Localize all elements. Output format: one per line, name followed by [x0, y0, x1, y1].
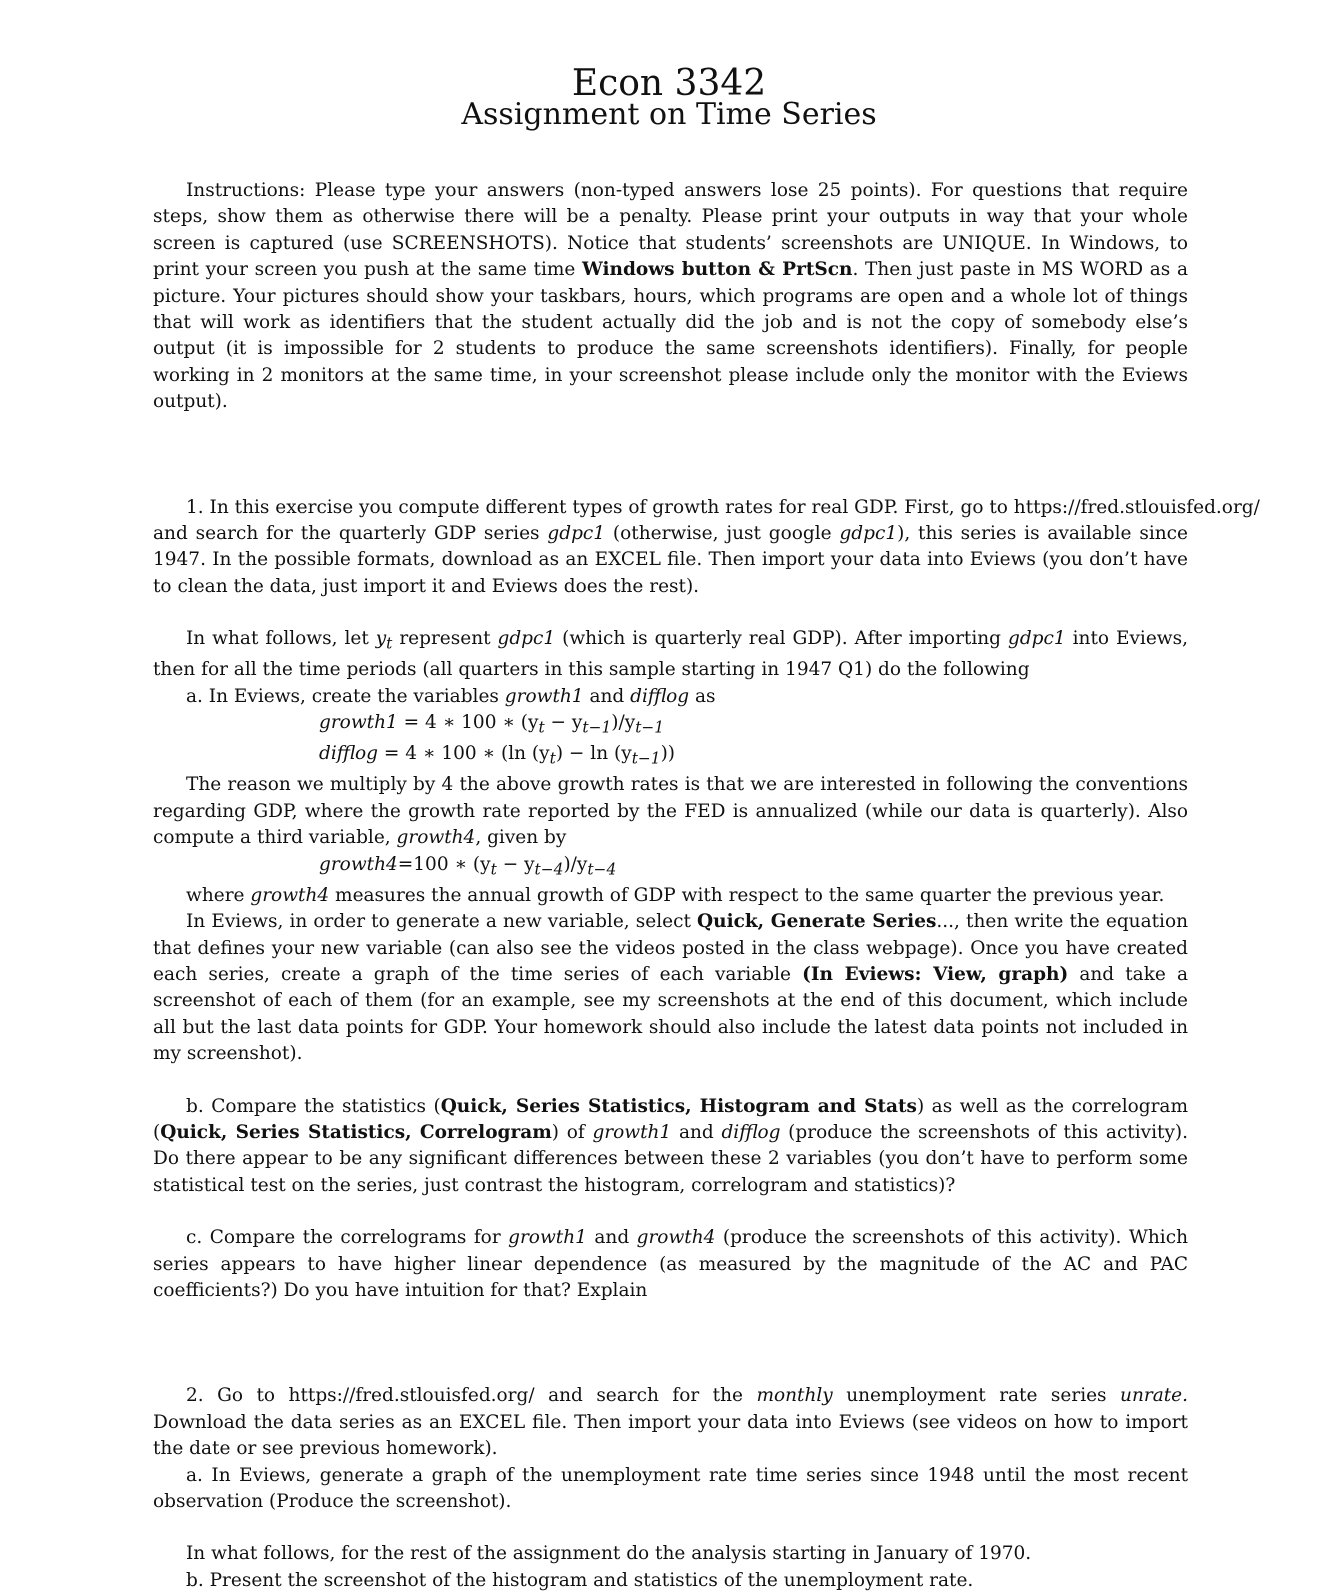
text: Download the data series as an EXCEL file. Then import your data into Eviews (see videos on how to import the date or see previous homework). [153, 1411, 1188, 1460]
var-growth4: growth4 [250, 884, 330, 906]
eq-rhs: )/y [563, 853, 588, 875]
eq-sub: t−1 [631, 749, 661, 768]
var-gdpc1: gdpc1 [1007, 628, 1066, 650]
text: In Eviews, in order to generate a new variable, select [186, 911, 697, 933]
var-difflog: difflog [630, 685, 690, 707]
menu-path-correlogram: Quick, Series Statistics, Correlogram [160, 1121, 552, 1143]
text: (which is quarterly real GDP). After importing [555, 628, 1008, 650]
eq-lhs: growth1 [319, 712, 398, 734]
q1-intro-text: and search for the quarterly GDP series [153, 523, 548, 545]
var-gdpc1: gdpc1 [547, 523, 606, 545]
eq-rhs: − y [544, 712, 583, 734]
q1-eviews-steps [153, 909, 1188, 1067]
text: The reason we multiply by 4 the above growth rates is that we are interested in following the conventions regarding GDP, where the growth rate reported by the FED is annualized (while our data is quarterly). Also compute a third variable, [153, 774, 1188, 849]
text: c. Compare the correlograms for [186, 1227, 509, 1249]
var-unrate: unrate. [1120, 1385, 1188, 1407]
equation-growth1 [153, 710, 1188, 741]
text: and take a screenshot of each of them (for an example, see my screenshots at the end of this document, which include all but the last data points for GDP. Your homework should also include the latest data points not included in my screenshot). [153, 963, 1188, 1065]
text: where [186, 884, 251, 906]
eq-rhs: =100 ∗ (y [397, 853, 491, 875]
text: (produce the screenshots of this activity). Which series appears to have higher linear dependence (as measured by the magnitude of the AC and PAC coefficients?) Do you have intuition for that? Explain [153, 1227, 1188, 1301]
var-growth4: growth4 [396, 827, 476, 849]
text: represent [392, 628, 498, 650]
instructions-paragraph [153, 178, 1188, 416]
var-y: y [375, 628, 387, 650]
q1-where [153, 883, 1188, 909]
eq-lhs: difflog [319, 743, 378, 765]
text: (produce the screenshots of this activity). Do there appear to be any significant differences between these 2 variables (you don’t have to perform some statistical test on the series, just contrast the histogram, correlogram and statistics)? [153, 1121, 1189, 1196]
text: and [671, 1121, 722, 1143]
text: ) of [551, 1121, 593, 1143]
q2-part-a: a. In Eviews, generate a graph of the unemployment rate time series since 1948 until the most recent observation (Produce the screenshot). [153, 1464, 1188, 1512]
var-gdpc1: gdpc1 [839, 523, 898, 545]
document-body [153, 178, 1260, 1594]
var-growth1: growth1 [592, 1121, 672, 1143]
text: , given by [475, 827, 567, 849]
eq-rhs: = 4 ∗ 100 ∗ (y [397, 712, 539, 734]
eq-sub: t [538, 718, 545, 737]
equation-growth4 [153, 852, 1188, 883]
text: ) as well as the correlogram ( [153, 1095, 1189, 1143]
eq-sub: t−4 [587, 860, 617, 879]
var-growth1: growth1 [504, 685, 584, 707]
eq-sub: t−4 [534, 860, 564, 879]
eq-rhs: = 4 ∗ 100 ∗ (ln (y [377, 743, 550, 765]
q1-intro-text: (otherwise, just google [605, 523, 840, 545]
menu-path-generate: Quick, Generate Series [697, 911, 937, 933]
text: b. Compare the statistics ( [186, 1095, 441, 1117]
text: measures the annual growth of GDP with respect to the same quarter the previous year. [329, 884, 1165, 906]
eq-lhs: growth4 [319, 853, 398, 875]
text: 2. Go to https://fred.stlouisfed.org/ and search for the [186, 1385, 757, 1407]
q1-intro-text: ), this series is available since 1947. In the possible formats, download as an EXCEL file. Then import your data into Eviews (you don’t have to clean the data, just import it and Eviews does the rest). [153, 523, 1188, 597]
sub-t: t [386, 634, 393, 653]
var-difflog: difflog [721, 1121, 781, 1143]
q1-part-a [153, 684, 1188, 710]
q1-part-c [153, 1225, 1188, 1304]
var-growth4: growth4 [636, 1227, 716, 1249]
eq-sub: t [549, 749, 556, 768]
text: In what follows, let [186, 628, 376, 650]
eq-sub: t−1 [635, 718, 665, 737]
eq-sub: t [490, 860, 497, 879]
q1-part-b [153, 1094, 1188, 1200]
instructions-text-cont: . Then just paste in MS WORD as a picture. Your pictures should show your taskbars, hours, which programs are open and a whole lot of things that will work as identifiers that the student actually did the job and is not the copy of somebody else’s output (it is impossible for 2 students to produce the same screenshots identifiers). Finally, for people working in 2 monitors at the same time, in your screenshot please include only the monitor with the Eviews output). [153, 259, 1188, 413]
eq-sub: t−1 [582, 718, 612, 737]
text: unemployment rate series [832, 1385, 1121, 1407]
menu-path-histogram: Quick, Series Statistics, Histogram and Stats [440, 1095, 917, 1117]
text: a. In Eviews, create the variables [186, 685, 505, 707]
q2-intro [153, 1383, 1188, 1462]
text: ..., then write the equation that defines your new variable (can also see the videos posted in the class webpage). Once you have created each series, create a graph of the time series of each variable [153, 911, 1189, 985]
eq-rhs: )/y [611, 712, 636, 734]
text: and [586, 1227, 637, 1249]
eq-rhs: ) − ln (y [555, 743, 632, 765]
menu-path-graph: (In Eviews: View, graph) [802, 963, 1069, 985]
q2-part-b: b. Present the screenshot of the histogram and statistics of the unemployment rate. [186, 1569, 974, 1591]
text: as [689, 685, 716, 707]
var-gdpc1: gdpc1 [497, 628, 556, 650]
equation-difflog [153, 741, 1188, 772]
q1-followup [153, 626, 1188, 684]
var-growth1: growth1 [508, 1227, 587, 1249]
word-monthly: monthly [756, 1385, 833, 1407]
eq-rhs: )) [660, 743, 676, 765]
q2-follows: In what follows, for the rest of the assignment do the analysis starting in January of 1970. [186, 1543, 1032, 1565]
eq-rhs: − y [496, 853, 535, 875]
text: into Eviews, then for all the time periods (all quarters in this sample starting in 1947 Q1) do the following [153, 628, 1188, 681]
q1-intro [153, 495, 1260, 601]
q1-reason [153, 772, 1188, 851]
instructions-keys: Windows button & PrtScn [582, 259, 853, 281]
course-title: Econ 3342 [571, 63, 767, 104]
q1-intro-line: 1. In this exercise you compute different types of growth rates for real GDP. First, go to https://fred.stlouisfed.org/ [186, 496, 1260, 518]
instructions-text: Instructions: Please type your answers (non-typed answers lose 25 points). For questions that require steps, show them as otherwise there will be a penalty. Please print your outputs in way that your whole screen is captured (use SCREENSHOTS). Notice that students’ screenshots are UNIQUE. In Windows, to print your screen you push at the same time [153, 180, 1188, 281]
assignment-title: Assignment on Time Series [461, 97, 877, 132]
text: and [583, 685, 631, 707]
